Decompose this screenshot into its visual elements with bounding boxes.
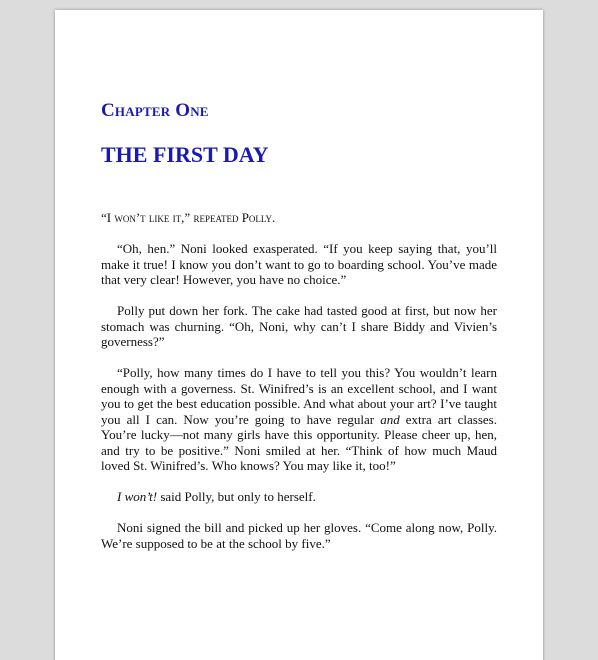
opening-attribution: repeated Polly.	[190, 210, 276, 225]
chapter-body	[101, 210, 497, 567]
paragraph-6: Noni signed the bill and picked up her gloves. “Come along now, Polly. We’re supposed to be at the school by five.”	[101, 520, 497, 551]
paragraph-1	[101, 210, 497, 226]
paragraph-4-before: “Polly, how many times do I have to tell you this? You wouldn’t learn enough with a governess. St. Winifred’s is an excellent school, and I want you to get the best education possible. And what about your art? I’ve taught you all I can. Now you’re going to have regular	[101, 365, 497, 427]
paragraph-4-after: extra art classes. You’re lucky—not many girls have this opportunity. Please cheer up, hen, and try to be positive.” Noni smiled at her. “Think of how much Maud loved St. Winifred’s. Who knows? You may like it, too!”	[101, 411, 497, 473]
chapter-label: Chapter One	[101, 100, 209, 121]
paragraph-4	[101, 365, 497, 474]
document-page	[55, 10, 543, 660]
paragraph-3: Polly put down her fork. The cake had tasted good at first, but now her stomach was churning. “Oh, Noni, why can’t I share Biddy and Vivien’s governess?”	[101, 303, 497, 349]
paragraph-4-emphasis: and	[380, 411, 400, 427]
paragraph-5-rest: said Polly, but only to herself.	[157, 489, 316, 504]
paragraph-5-thought: I won’t!	[117, 489, 158, 504]
paragraph-5	[101, 489, 497, 505]
opening-quote: “I won’t like it,”	[101, 210, 191, 225]
paragraph-2: “Oh, hen.” Noni looked exasperated. “If you keep saying that, you’ll make it true! I know you don’t want to go to boarding school. You’ve made that very clear! However, you have no choice.”	[101, 241, 497, 287]
chapter-title: THE FIRST DAY	[101, 142, 269, 167]
